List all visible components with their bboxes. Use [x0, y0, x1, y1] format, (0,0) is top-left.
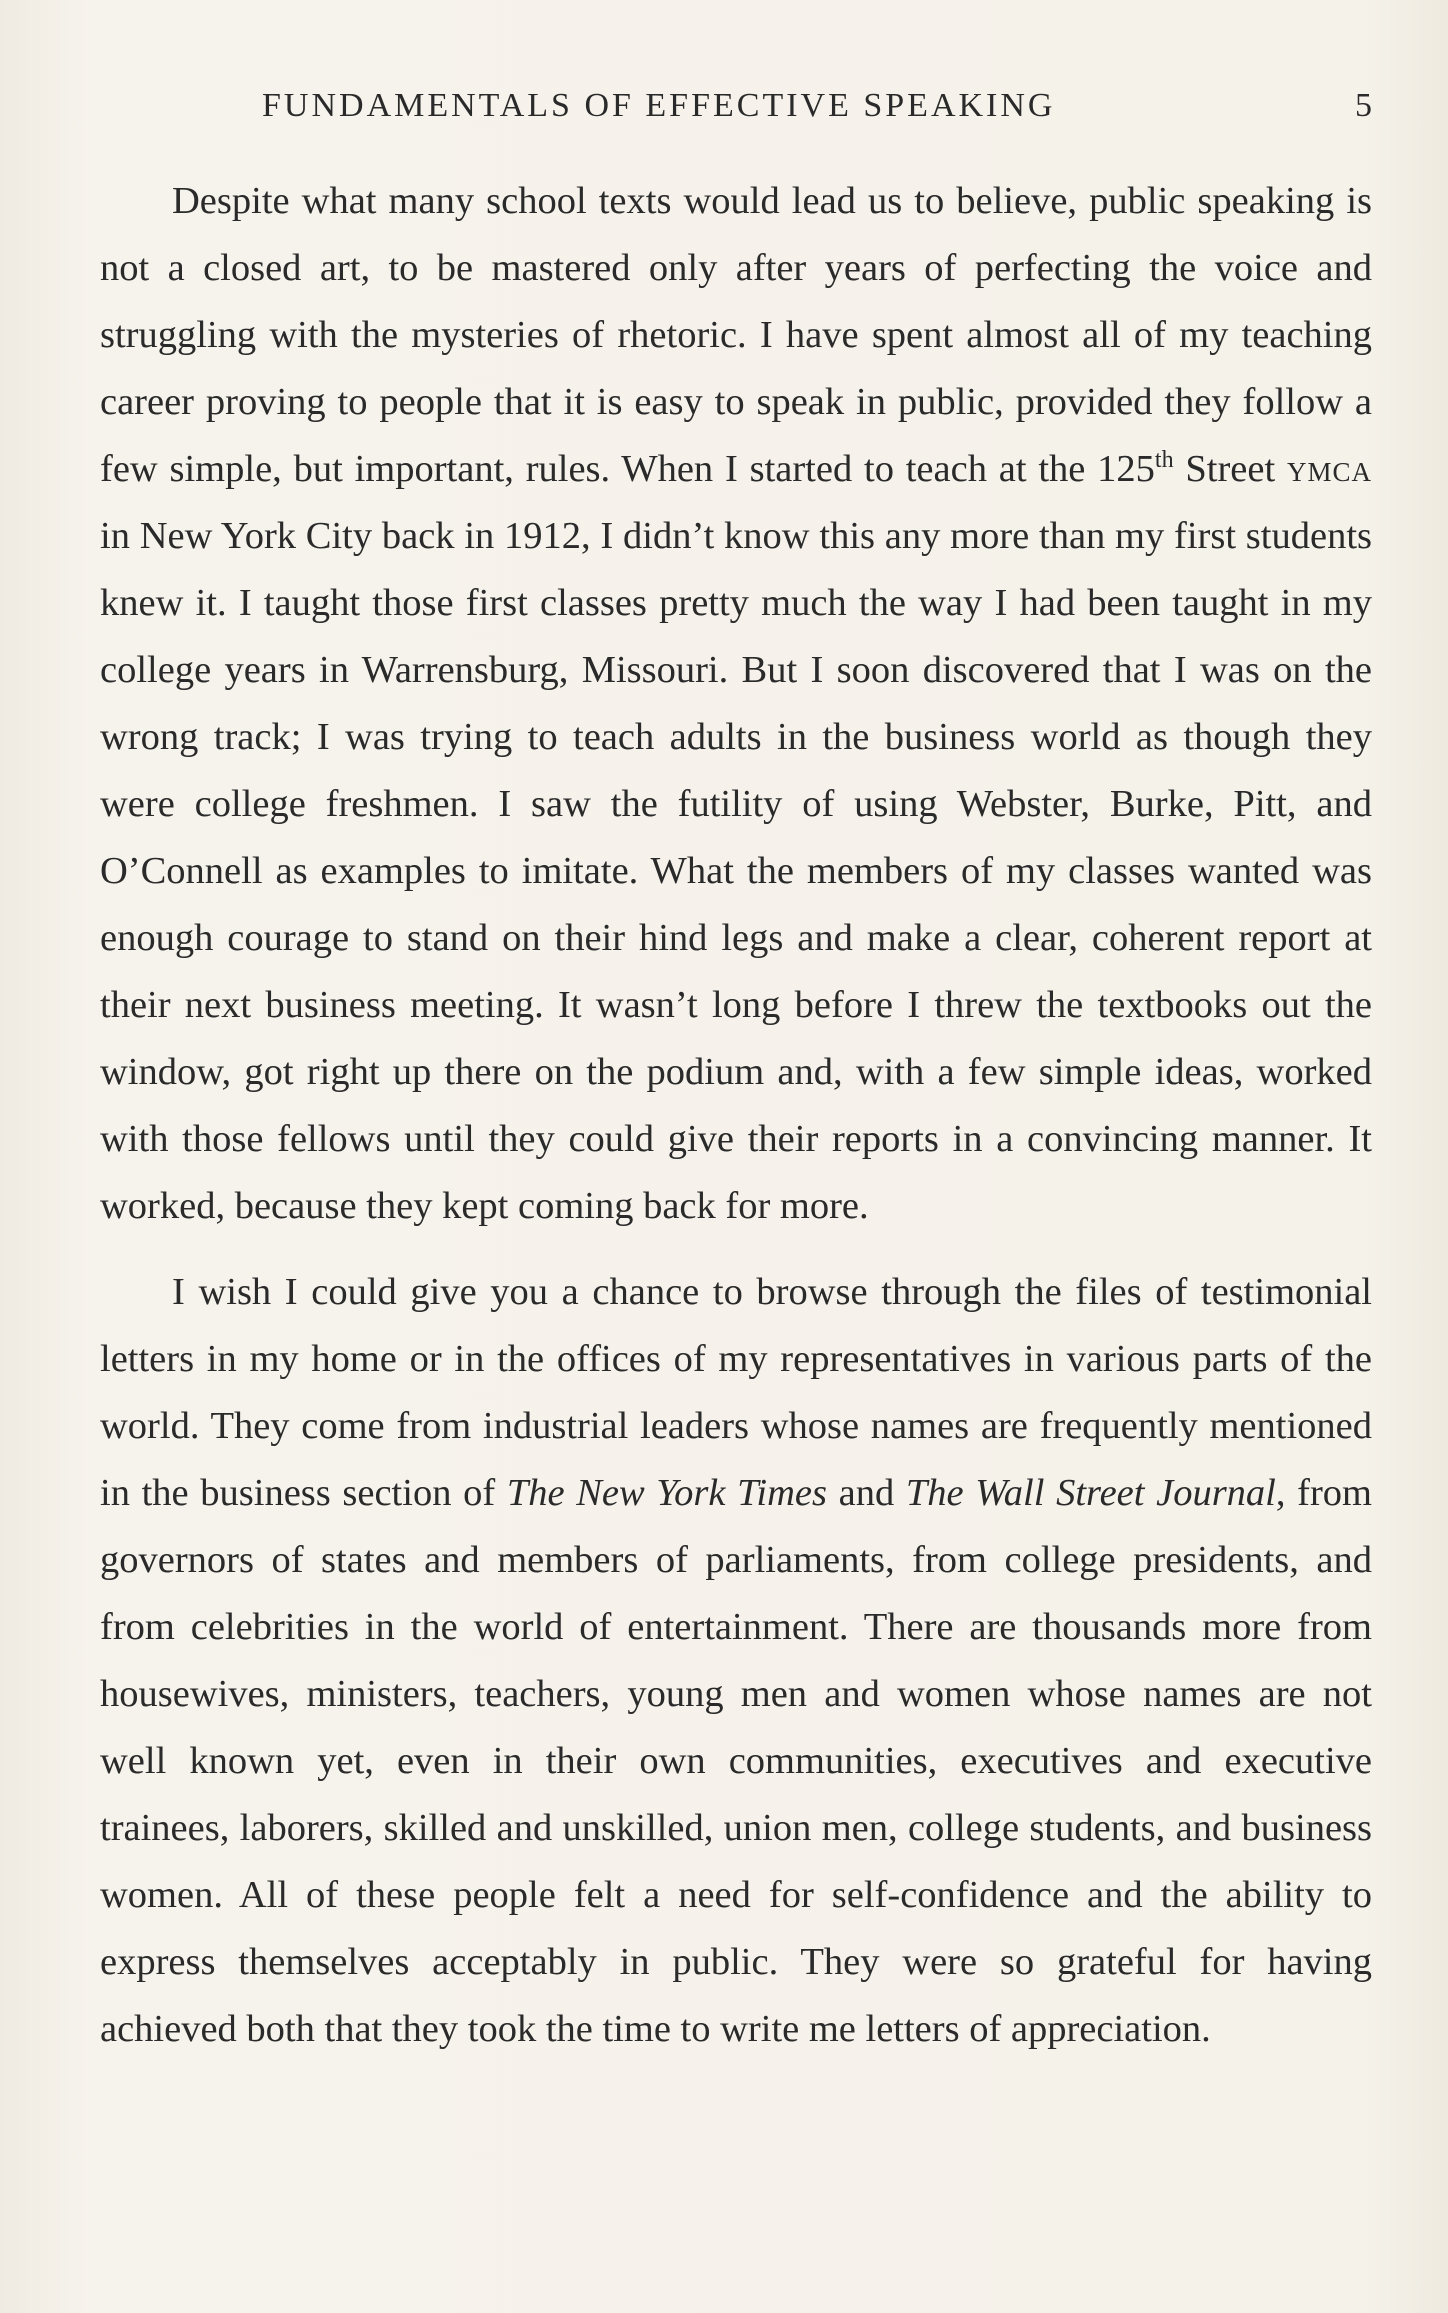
organization-name: ymca	[1286, 448, 1372, 490]
paragraph-2	[100, 1259, 1372, 2063]
paragraph-2-part-1: I wish I could give you a chance to browse through the files of testimonial letters in my home or in the offices of my representatives in various parts of the world. They come from industrial leaders whose names are frequently mentioned in the business section of	[100, 1271, 1372, 1514]
publication-title-2: The Wall Street Journal	[905, 1472, 1276, 1514]
running-header-title: FUNDAMENTALS OF EFFECTIVE SPEAKING	[262, 87, 1056, 124]
body-text	[100, 168, 1372, 2063]
paragraph-1-part-3: in New York City back in 1912, I didn’t know this any more than my first students knew it. I taught those first classes pretty much the way I had been taught in my college years in Warrensburg, Missouri. But I soon discovered that I was on the wrong track; I was trying to teach adults in the business world as though they were college freshmen. I saw the futility of using Webster, Burke, Pitt, and O’Connell as examples to imitate. What the members of my classes wanted was enough courage to stand on their hind legs and make a clear, coherent report at their next business meeting. It wasn’t long before I threw the textbooks out the window, got right up there on the podium and, with a few simple ideas, worked with those fellows until they could give their reports in a convincing manner. It worked, because they kept coming back for more.	[100, 515, 1372, 1227]
paragraph-1-part-2: Street	[1173, 448, 1287, 490]
paragraph-1-part-1: Despite what many school texts would lead us to believe, public speaking is not a closed art, to be mastered only after years of perfecting the voice and struggling with the mysteries of rhetoric. I have spent almost all of my teaching career proving to people that it is easy to speak in public, provided they follow a few simple, but important, rules. When I started to teach at the 125	[100, 180, 1372, 490]
publication-title-1: The New York Times	[506, 1472, 827, 1514]
paragraph-2-part-2: and	[827, 1472, 906, 1514]
running-header	[100, 78, 1372, 134]
page-number: 5	[1355, 87, 1372, 124]
ordinal-suffix: th	[1154, 447, 1174, 473]
paragraph-2-part-3: , from governors of states and members of parliaments, from college presidents, and from celebrities in the world of entertainment. There are thousands more from housewives, ministers, teachers, young men and women whose names are not well known yet, even in their own communities, executives and executive trainees, laborers, skilled and unskilled, union men, college students, and business women. All of these people felt a need for self-confidence and the ability to express themselves acceptably in public. They were so grateful for having achieved both that they took the time to write me letters of appreciation.	[100, 1472, 1372, 2050]
paragraph-1	[100, 168, 1372, 1240]
